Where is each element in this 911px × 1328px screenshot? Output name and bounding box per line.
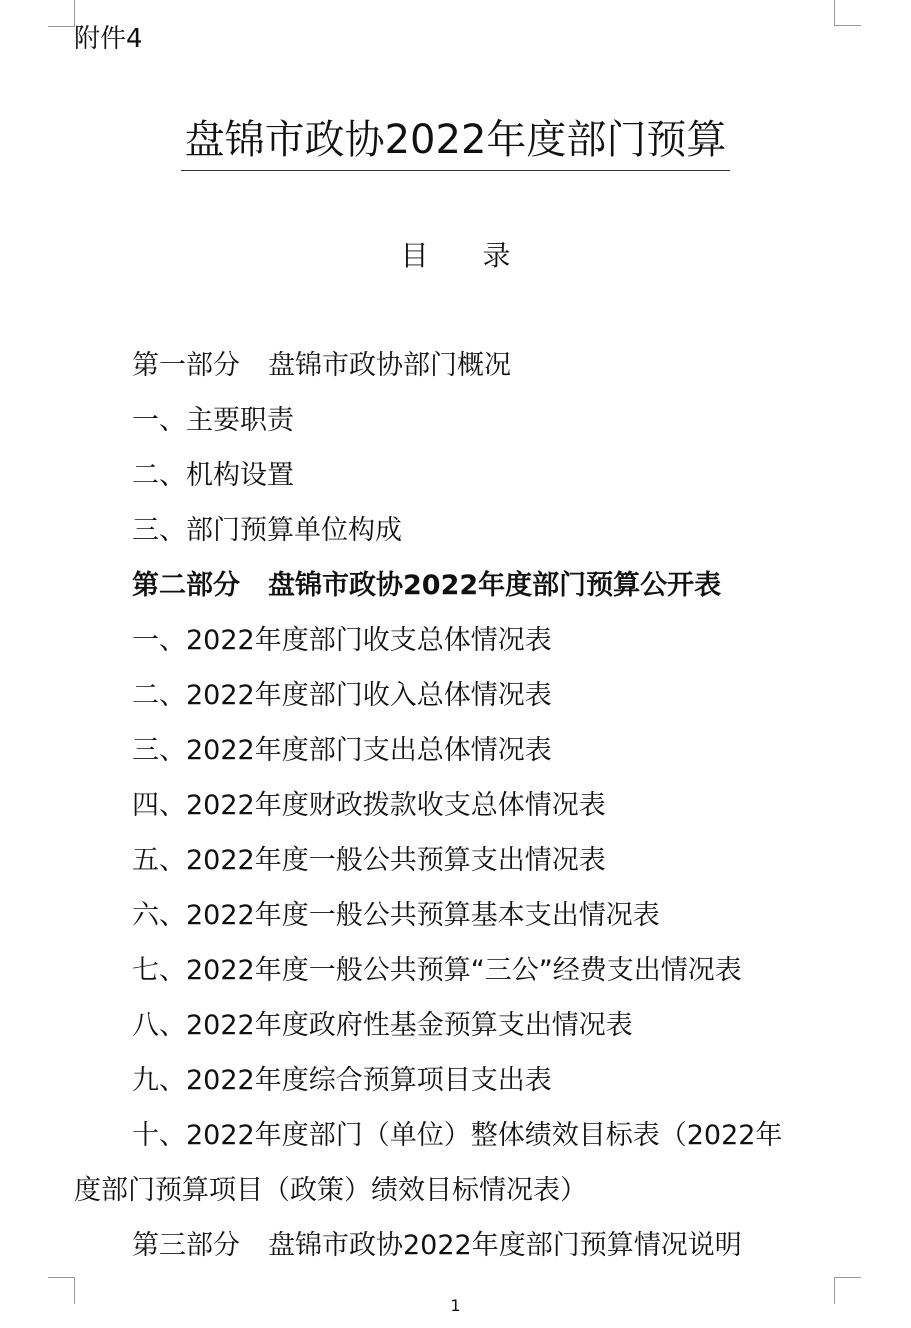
toc-item: 九、2022年度综合预算项目支出表 <box>132 1065 552 1096</box>
toc-part2-title: 盘锦市政协2022年度部门预算公开表 <box>268 570 722 601</box>
toc-item: 二、机构设置 <box>132 460 294 491</box>
toc-item: 一、主要职责 <box>132 405 294 436</box>
toc-part1 <box>132 346 511 386</box>
toc-part3-label: 第三部分 <box>132 1230 240 1261</box>
toc-item: 六、2022年度一般公共预算基本支出情况表 <box>132 900 660 931</box>
crop-mark-top-right <box>834 0 861 26</box>
toc-heading <box>0 236 911 276</box>
toc-heading-right: 录 <box>482 239 511 272</box>
toc-item: 三、2022年度部门支出总体情况表 <box>132 735 552 766</box>
document-title: 盘锦市政协2022年度部门预算 <box>181 112 731 171</box>
toc-item: 七、2022年度一般公共预算“三公”经费支出情况表 <box>132 955 742 986</box>
toc-item-10-line2: 度部门预算项目（政策）绩效目标情况表） <box>74 1175 587 1206</box>
toc-item: 二、2022年度部门收入总体情况表 <box>132 680 552 711</box>
toc-part1-label: 第一部分 <box>132 350 240 381</box>
page-number: 1 <box>450 1296 461 1315</box>
toc-item: 一、2022年度部门收支总体情况表 <box>132 625 552 656</box>
toc-part3-title: 盘锦市政协2022年度部门预算情况说明 <box>268 1230 742 1261</box>
toc-item: 八、2022年度政府性基金预算支出情况表 <box>132 1010 633 1041</box>
toc-part1-title: 盘锦市政协部门概况 <box>268 350 511 381</box>
crop-mark-top-left <box>48 0 75 27</box>
toc-part3 <box>132 1226 742 1266</box>
attachment-label: 附件4 <box>74 24 143 54</box>
toc-item: 四、2022年度财政拨款收支总体情况表 <box>132 790 606 821</box>
toc-item-10-line1: 十、2022年度部门（单位）整体绩效目标表（2022年 <box>132 1120 783 1151</box>
toc-part2 <box>132 566 721 606</box>
toc-item: 五、2022年度一般公共预算支出情况表 <box>132 845 606 876</box>
document-title-wrap <box>0 112 911 171</box>
toc-part2-label: 第二部分 <box>132 570 240 601</box>
toc-heading-left: 目 <box>400 239 429 272</box>
toc-item: 三、部门预算单位构成 <box>132 515 402 546</box>
